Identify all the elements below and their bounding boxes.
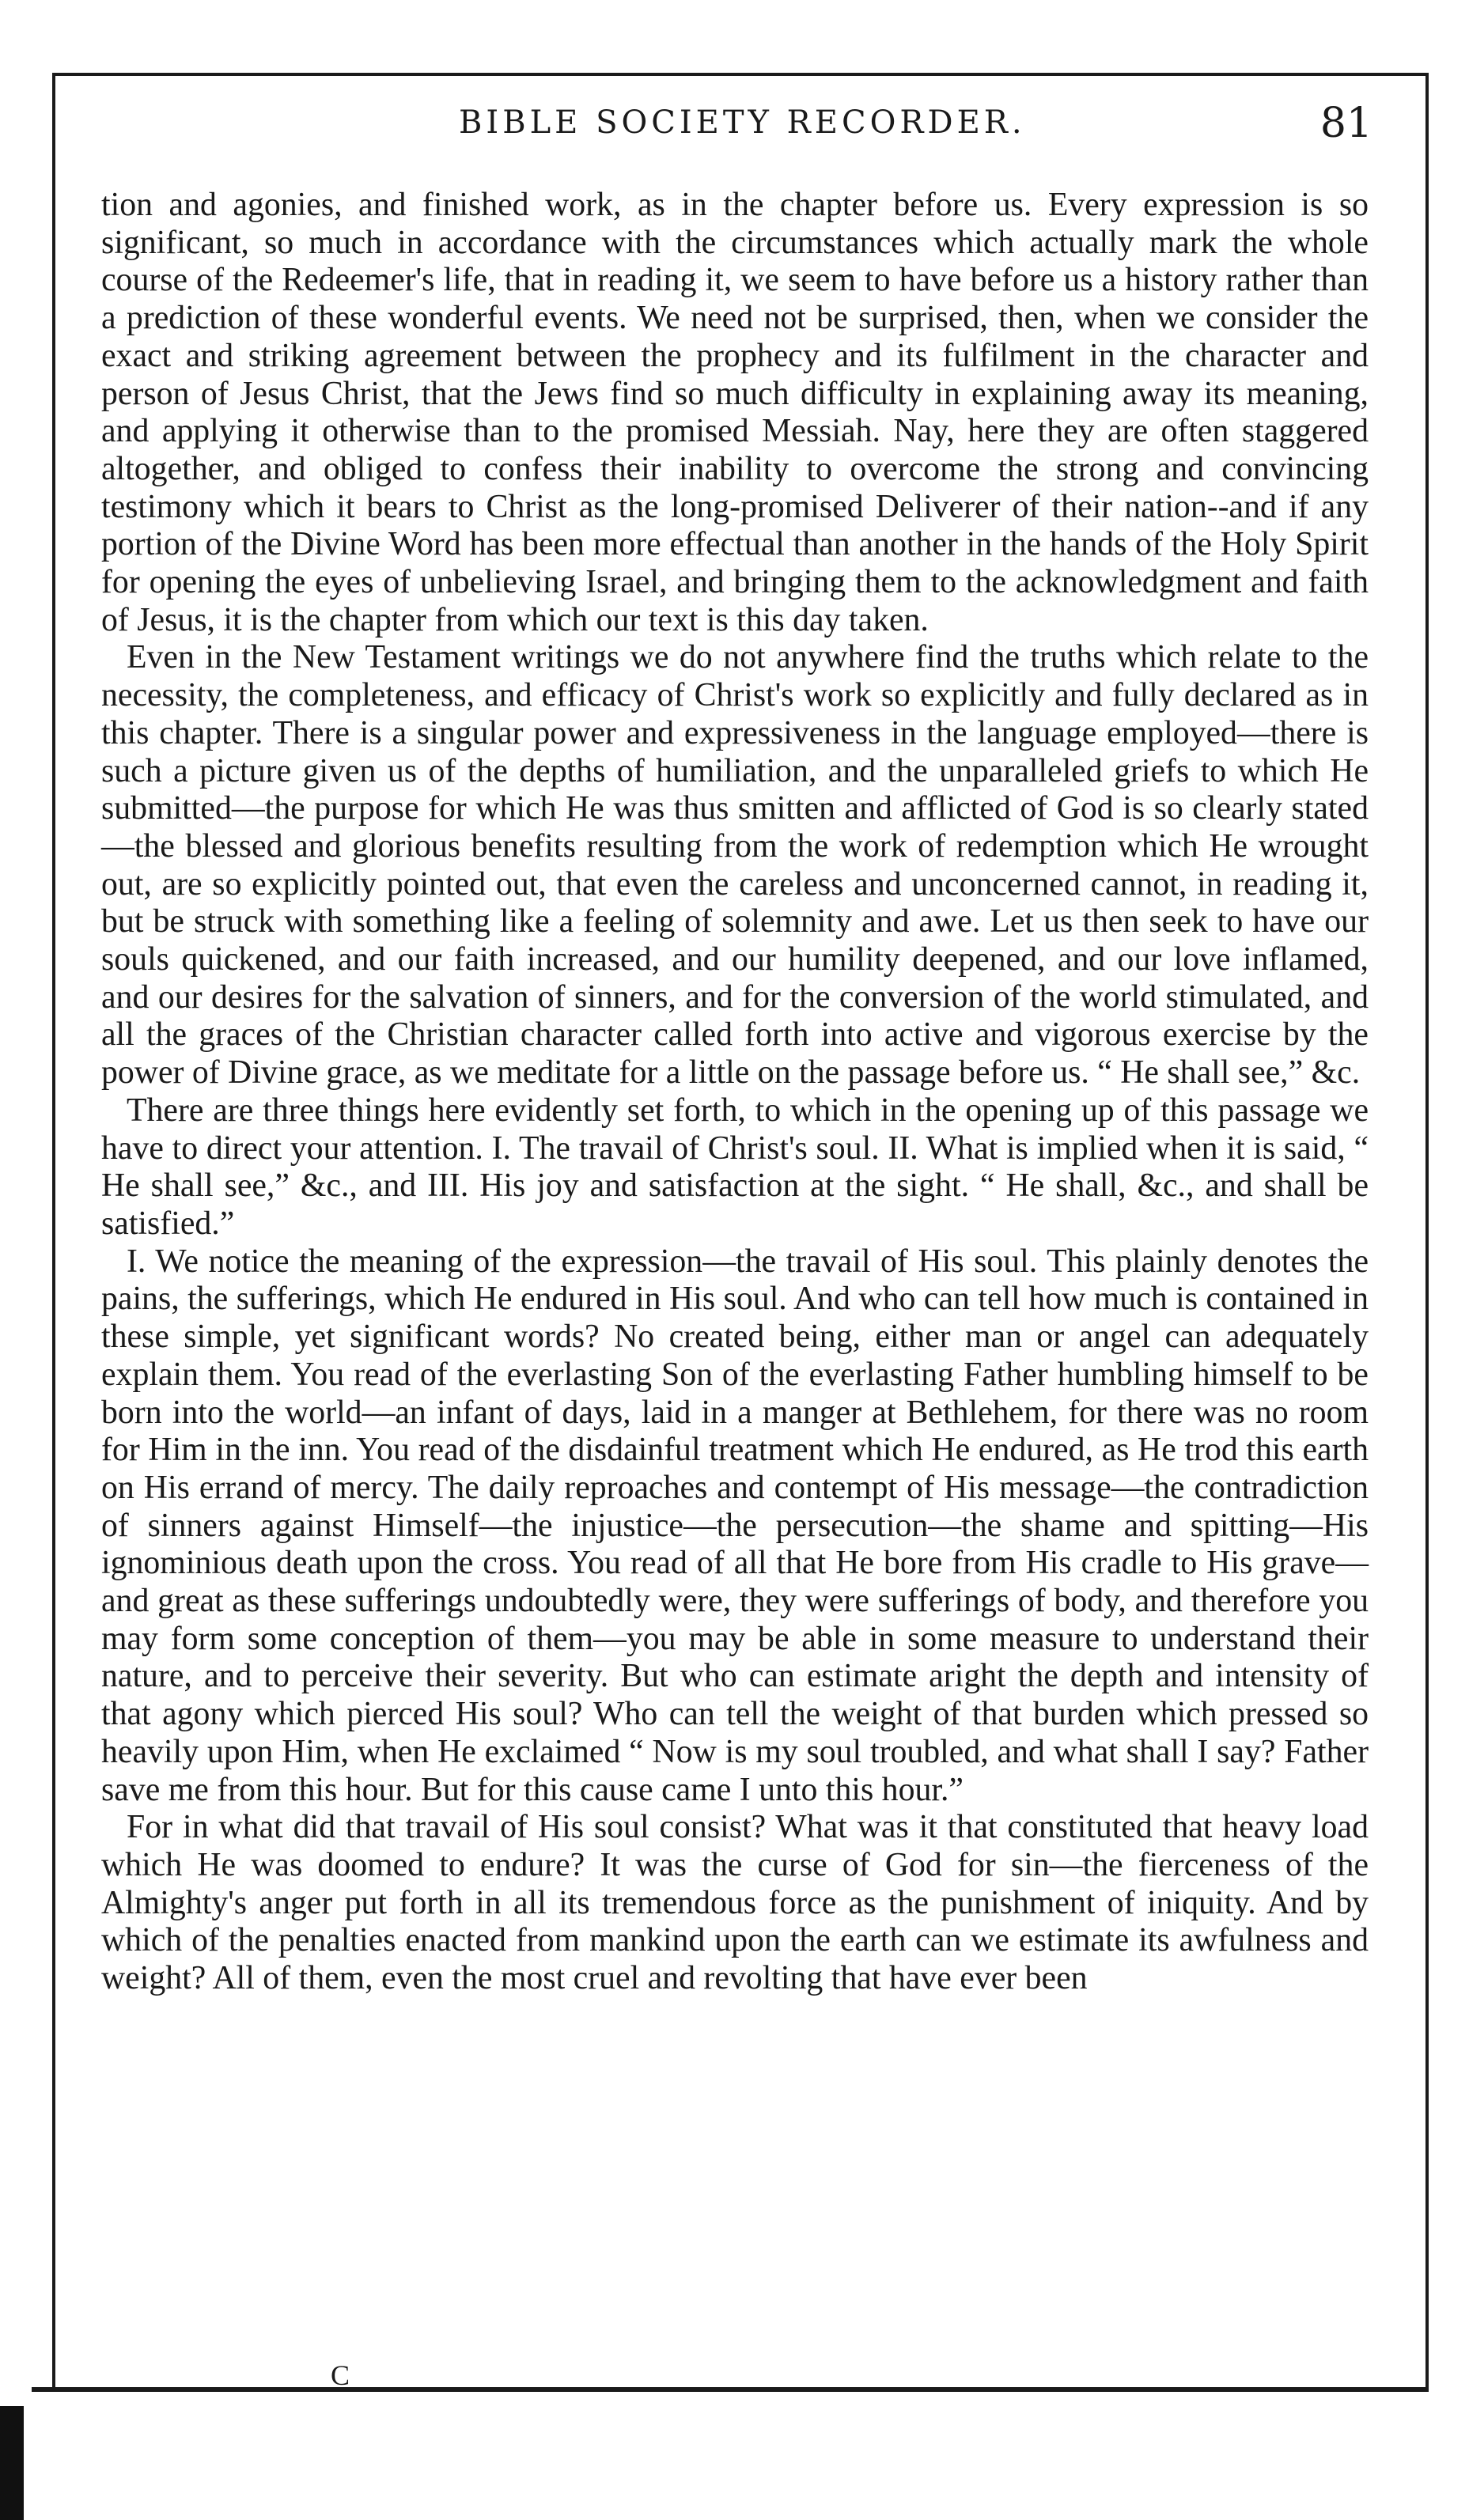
binding-edge: [0, 2406, 24, 2520]
body-text: [101, 187, 1369, 1998]
paragraph-2: Even in the New Testament writings we do not anywhere find the truths which relate to the necessity, the completeness, and efficacy of Christ's work so explicitly and fully declared as in this chapter. There is a singular power and expressiveness in the language employed—there is such a picture given us of the depths of humiliation, and the unparalleled griefs to which He submitted—the purpose for which He was thus smitten and afflicted of God is so clearly stated—the blessed and glorious benefits resulting from the work of redemption which He wrought out, are so explicitly pointed out, that even the careless and unconcerned cannot, in reading it, but be struck with something like a feeling of solemnity and awe. Let us then seek to have our souls quickened, and our faith increased, and our humility deepened, and our love inflamed, and our desires for the salvation of sinners, and for the conversion of the world stimulated, and all the graces of the Christian character called forth into active and vigorous exercise by the power of Divine grace, as we meditate for a little on the passage before us. “ He shall see,” &c.: [101, 639, 1369, 1092]
paragraph-3: There are three things here evidently set forth, to which in the opening up of this passage we have to direct your attention. I. The travail of Christ's soul. II. What is implied when it is said, “ He shall see,” &c., and III. His joy and satisfaction at the sight. “ He shall, &c., and shall be satisfied.”: [101, 1092, 1369, 1242]
paragraph-5: For in what did that travail of His soul consist? What was it that constituted that heavy load which He was doomed to endure? It was the curse of God for sin—the fierceness of the Almighty's anger put forth in all its tremendous force as the punishment of iniquity. And by which of the penalties enacted from mankind upon the earth can we estimate its awfulness and weight? All of them, even the most cruel and revolting that have ever been: [101, 1809, 1369, 1997]
paragraph-4: I. We notice the meaning of the expression—the travail of His soul. This plainly denotes the pains, the sufferings, which He endured in His soul. And who can tell how much is contained in these simple, yet significant words? No created being, either man or angel can adequately explain them. You read of the everlasting Son of the everlasting Father humbling himself to be born into the world—an infant of days, laid in a manger at Bethlehem, for there was no room for Him in the inn. You read of the disdainful treatment which He endured, as He trod this earth on His errand of mercy. The daily reproaches and contempt of His message—the contradiction of sinners against Himself—the injustice—the persecution—the shame and spitting—His ignominious death upon the cross. You read of all that He bore from His cradle to His grave—and great as these sufferings undoubtedly were, they were sufferings of body, and therefore you may form some conception of them—you may be able in some measure to understand their nature, and to perceive their severity. But who can estimate aright the depth and intensity of that agony which pierced His soul? Who can tell the weight of that burden which pressed so heavily upon Him, when He exclaimed “ Now is my soul troubled, and what shall I say? Father save me from this hour. But for this cause came I unto this hour.”: [101, 1243, 1369, 1808]
page-frame-top-rule: [52, 73, 1429, 76]
page-frame-bottom-rule: [32, 2387, 1429, 2392]
signature-mark: C: [331, 2359, 350, 2391]
page-frame-left-rule: [52, 73, 55, 2390]
page-number: 81: [1319, 100, 1372, 147]
paragraph-1: tion and agonies, and finished work, as in the chapter before us. Every expression is so significant, so much in accordance with the circumstances which actually mark the whole course of the Redeemer's life, that in reading it, we seem to have before us a history rather than a prediction of these wonderful events. We need not be surprised, then, when we consider the exact and striking agreement between the prophecy and its fulfilment in the character and person of Jesus Christ, that the Jews find so much difficulty in explaining away its meaning, and applying it otherwise than to the promised Messiah. Nay, here they are often staggered altogether, and obliged to confess their inability to overcome the strong and convincing testimony which it bears to Christ as the long-promised Deliverer of their nation--and if any portion of the Divine Word has been more effectual than another in the hands of the Holy Spirit for opening the eyes of unbelieving Israel, and bringing them to the acknowledgment and faith of Jesus, it is the chapter from which our text is this day taken.: [101, 187, 1369, 638]
running-head: BIBLE SOCIETY RECORDER.: [459, 104, 1026, 141]
page-frame-right-rule: [1425, 73, 1429, 2390]
